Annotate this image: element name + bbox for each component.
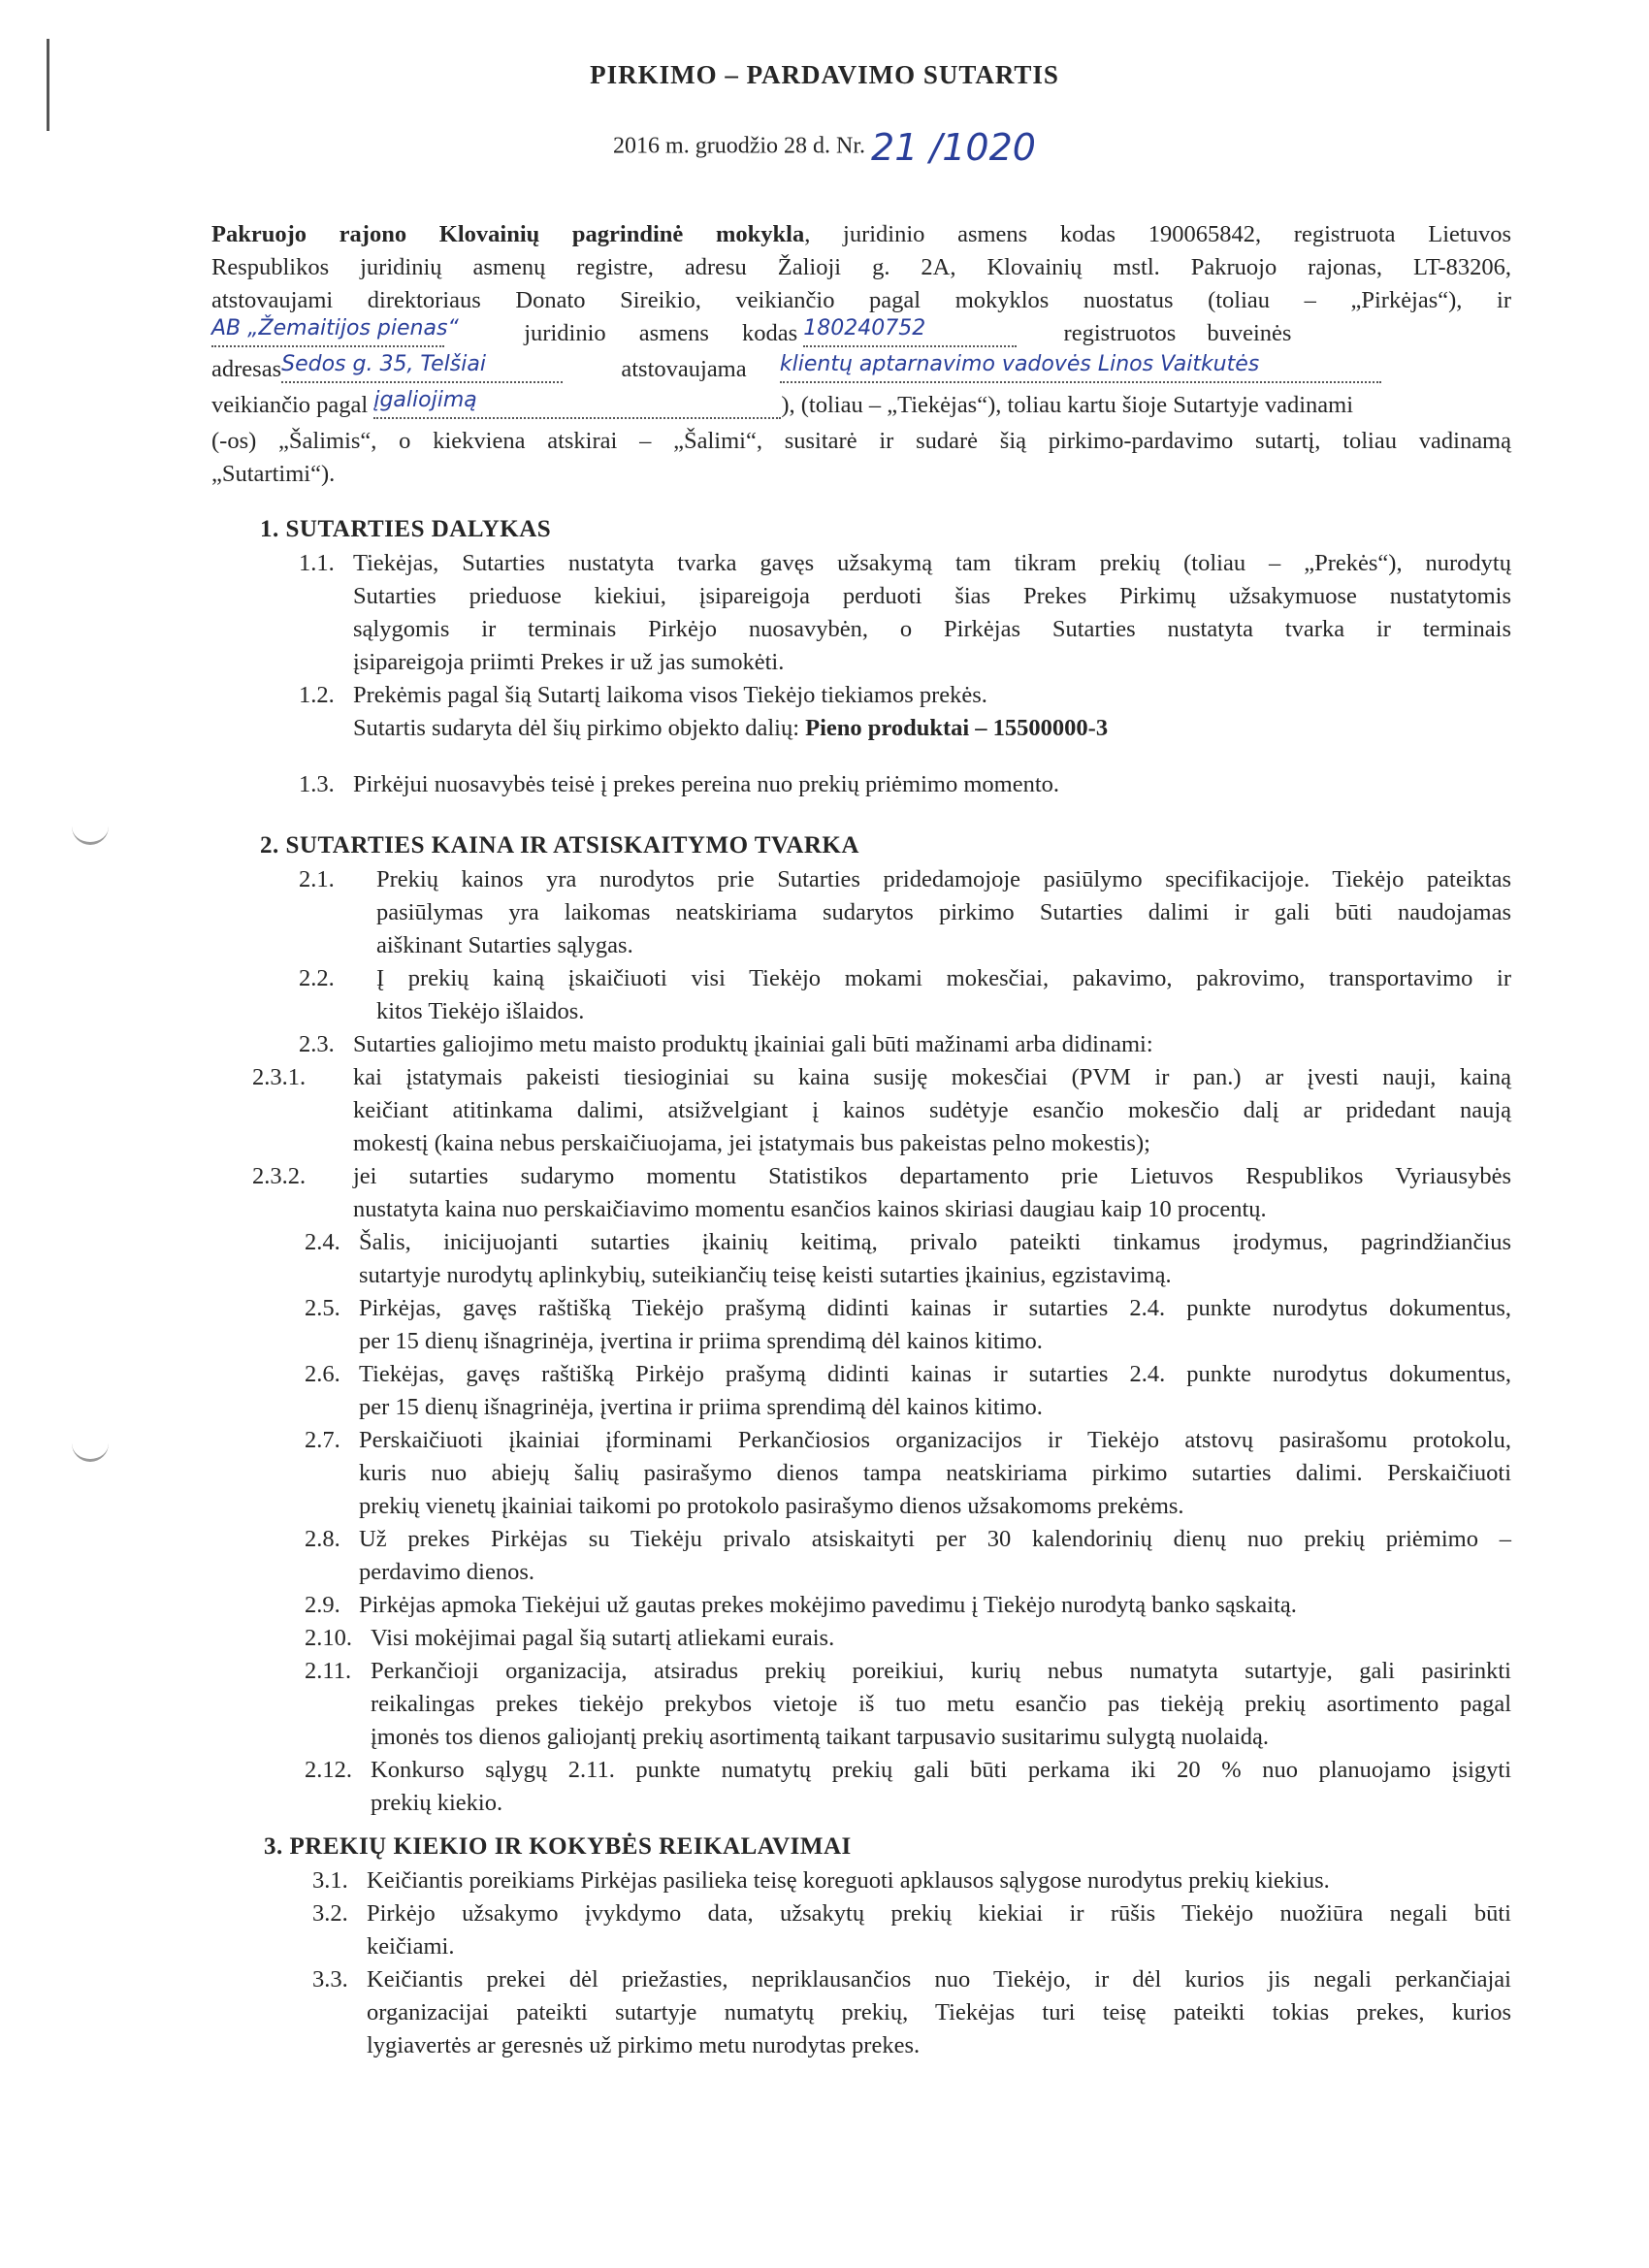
intro-line-8: „Sutartimi“). <box>211 461 336 487</box>
clause-line: prekių kiekio. <box>371 1790 503 1816</box>
clause-number: 2.7. <box>305 1427 340 1453</box>
section-3-heading: 3. PREKIŲ KIEKIO IR KOKYBĖS REIKALAVIMAI <box>264 1833 852 1860</box>
clause-line: Šalis, inicijuojanti sutarties įkainių keitimą, privalo pateikti tinkamus įrodymus, pagrindžiančius <box>359 1229 1511 1255</box>
clause-line: Perkančioji organizacija, atsiradus prekių poreikiui, kurių nebus numatyta sutartyje, gali pasirinkti <box>371 1658 1511 1684</box>
clause-line: Pirkėjui nuosavybės teisė į prekes pereina nuo prekių priėmimo momento. <box>353 771 1060 797</box>
clause-2-5 <box>305 1292 1511 1358</box>
section-2-heading: 2. SUTARTIES KAINA IR ATSISKAITYMO TVARKA <box>260 832 859 859</box>
clause-3-3 <box>312 1963 1511 2062</box>
clause-line: jei sutarties sudarymo momentu Statistikos departamento prie Lietuvos Respublikos Vyriausybės <box>353 1163 1511 1189</box>
clause-line: nustatyta kaina nuo perskaičiavimo momentu esančios kainos skiriasi daugiau kaip 10 procentų. <box>353 1196 1267 1222</box>
clause-line: organizacijai pateikti sutartyje numatytų prekių, Tiekėjas turi teisę pateikti tokias prekes, kurios <box>367 1999 1511 2025</box>
clause-number: 1.1. <box>299 550 335 576</box>
clause-line: kai įstatymais pakeisti tiesioginiai su kaina susiję mokesčiai (PVM ir pan.) ar įvesti nauji, kainą <box>353 1064 1511 1090</box>
intro-line-6-text: ), (toliau – „Tiekėjas“), toliau kartu šioje Sutartyje vadinami <box>781 392 1354 418</box>
clause-number: 2.9. <box>305 1592 340 1618</box>
clause-3-1 <box>312 1864 1511 1897</box>
intro-text: , juridinio asmens kodas 190065842, registruota Lietuvos <box>804 221 1511 247</box>
clause-1-3 <box>299 768 1511 801</box>
clause-line: įsipareigoja priimti Prekes ir už jas sumokėti. <box>353 649 785 675</box>
label-legal-code: juridinio asmens kodas <box>524 320 798 346</box>
label-registered-seat: registruotos buveinės <box>1063 320 1292 346</box>
clause-line: perdavimo dienos. <box>359 1559 534 1585</box>
clause-line: mokestį (kaina nebus perskaičiuojama, jei įstatymais bus pakeistas pelno mokestis); <box>353 1130 1150 1156</box>
clause-line: Prekėmis pagal šią Sutartį laikoma visos Tiekėjo tiekiamos prekės. <box>353 682 987 708</box>
clause-line: Visi mokėjimai pagal šią sutartį atliekami eurais. <box>371 1625 835 1651</box>
intro-line-1 <box>211 218 1511 251</box>
clause-line: prekių vienetų įkainiai taikomi po protokolo pasirašymo dienos užsakomoms prekėms. <box>359 1493 1184 1519</box>
intro-line-3: atstovaujami direktoriaus Donato Sireikio, veikiančio pagal mokyklos nuostatus (toliau – „Pirkėjas“), ir <box>211 287 1511 313</box>
clause-2-12 <box>305 1754 1511 1820</box>
clause-line: reikalingas prekes tiekėjo prekybos vietoje iš tuo metu esančio pas tiekėją prekių asortimento pagal <box>371 1691 1511 1717</box>
clause-2-2 <box>299 962 1511 1028</box>
label-represented: atstovaujama <box>621 356 747 382</box>
clause-2-6 <box>305 1358 1511 1424</box>
clause-line <box>353 712 1511 745</box>
label-address: adresas <box>211 356 282 382</box>
clause-line: pasiūlymas yra laikomas neatskiriama sudarytos pirkimo Sutarties dalimi ir gali būti naudojamas <box>376 899 1511 925</box>
clause-line: Į prekių kainą įskaičiuoti visi Tiekėjo mokami mokesčiai, pakavimo, pakrovimo, transportavimo ir <box>376 965 1511 991</box>
basis-handwritten: įgaliojimą <box>373 384 781 419</box>
punch-hole-bottom <box>72 1430 109 1462</box>
clause-number: 2.1. <box>299 866 335 892</box>
clause-2-4 <box>305 1226 1511 1292</box>
cpv-code: Pieno produktai – 15500000-3 <box>805 715 1109 741</box>
clause-number: 2.6. <box>305 1361 340 1387</box>
clause-number: 2.5. <box>305 1295 340 1321</box>
clause-line: keičiami. <box>367 1933 455 1960</box>
clause-line: Tiekėjas, Sutarties nustatyta tvarka gavęs užsakymą tam tikram prekių (toliau – „Prekės“), nurodytų <box>353 550 1511 576</box>
clause-2-3-2 <box>252 1160 1511 1226</box>
clause-2-7 <box>305 1424 1511 1523</box>
contract-date: 2016 m. gruodžio 28 d. Nr. <box>613 133 866 159</box>
clause-number: 2.2. <box>299 965 335 991</box>
document-title: PIRKIMO – PARDAVIMO SUTARTIS <box>590 60 1059 89</box>
contract-number-handwritten: 21 /1020 <box>871 126 1036 169</box>
clause-line: Pirkėjas, gavęs raštišką Tiekėjo prašymą didinti kainas ir sutarties 2.4. punkte nurodytus dokumentus, <box>359 1295 1511 1321</box>
clause-number: 2.4. <box>305 1229 340 1255</box>
clause-3-2 <box>312 1897 1511 1963</box>
clause-line: įmonės tos dienos galiojantį prekių asortimentą taikant tarpusavio susitarimu sulygtą nuolaidą. <box>371 1724 1270 1750</box>
clause-number: 3.2. <box>312 1900 348 1927</box>
clause-number: 2.3.1. <box>252 1064 307 1090</box>
address-handwritten: Sedos g. 35, Telšiai <box>281 348 563 383</box>
representative-handwritten: klientų aptarnavimo vadovės Linos Vaitkutės <box>780 348 1381 383</box>
supplier-name-handwritten: AB „Žemaitijos pienas“ <box>211 312 444 347</box>
clause-2-11 <box>305 1655 1511 1754</box>
clause-line: Pirkėjas apmoka Tiekėjui už gautas prekes mokėjimo pavedimu į Tiekėjo nurodytą banko sąskaitą. <box>359 1592 1297 1618</box>
clause-1-1 <box>299 547 1511 679</box>
clause-line: Keičiantis prekei dėl priežasties, nepriklausančios nuo Tiekėjo, ir dėl kurios jis negali perkančiajai <box>367 1966 1511 1993</box>
clause-number: 2.11. <box>305 1658 352 1684</box>
buyer-name: Pakruojo rajono Klovainių pagrindinė mokykla <box>211 221 805 247</box>
clause-2-9 <box>305 1589 1511 1622</box>
clause-line: Sutarties prieduose kiekiui, įsipareigoja perduoti šias Prekes Pirkimų užsakymuose nustatytomis <box>353 583 1511 609</box>
clause-number: 2.3.2. <box>252 1163 307 1189</box>
legal-code-handwritten: 180240752 <box>803 312 1017 347</box>
clause-number: 2.3. <box>299 1031 335 1057</box>
clause-line: sutartyje nurodytų aplinkybių, suteikiančių teisę keisti sutarties įkainius, egzistavimą. <box>359 1262 1172 1288</box>
clause-number: 2.12. <box>305 1757 352 1783</box>
clause-line: per 15 dienų išnagrinėja, įvertina ir priima sprendimą dėl kainos kitimo. <box>359 1328 1043 1354</box>
clause-number: 3.1. <box>312 1867 348 1894</box>
clause-line: Perskaičiuoti įkainiai įforminami Perkančiosios organizacijos ir Tiekėjo atstovų pasirašomu protokolu, <box>359 1427 1511 1453</box>
clause-line: aiškinant Sutarties sąlygas. <box>376 932 633 958</box>
clause-number: 1.3. <box>299 771 335 797</box>
clause-line: kuris nuo abiejų šalių pasirašymo dienos tampa neatskiriama pirkimo sutarties dalimi. Perskaičiuoti <box>359 1460 1511 1486</box>
clause-line: Prekių kainos yra nurodytos prie Sutarties pridedamojoje pasiūlymo specifikacijoje. Tiekėjo pateiktas <box>376 866 1511 892</box>
clause-number: 3.3. <box>312 1966 348 1993</box>
intro-paragraph <box>211 218 1511 491</box>
date-line <box>0 126 1649 169</box>
clause-line: Konkurso sąlygų 2.11. punkte numatytų prekių gali būti perkama iki 20 % nuo planuojamo įsigyti <box>371 1757 1511 1783</box>
clause-line: kitos Tiekėjo išlaidos. <box>376 998 585 1024</box>
clause-line: sąlygomis ir terminais Pirkėjo nuosavybėn, o Pirkėjas Sutarties nustatyta tvarka ir terminais <box>353 616 1511 642</box>
section-1-heading: 1. SUTARTIES DALYKAS <box>260 516 552 542</box>
clause-number: 2.10. <box>305 1625 352 1651</box>
clause-line: Tiekėjas, gavęs raštišką Pirkėjo prašymą didinti kainas ir sutarties 2.4. punkte nurodytus dokumentus, <box>359 1361 1511 1387</box>
clause-2-10 <box>305 1622 1511 1655</box>
clause-2-8 <box>305 1523 1511 1589</box>
clause-2-1 <box>299 863 1511 962</box>
punch-hole-top <box>72 813 109 845</box>
clause-line: Sutarties galiojimo metu maisto produktų įkainiai gali būti mažinami arba didinami: <box>353 1031 1153 1057</box>
clause-2-3 <box>299 1028 1511 1061</box>
clause-line: Už prekes Pirkėjas su Tiekėju privalo atsiskaityti per 30 kalendorinių dienų nuo prekių priėmimo – <box>359 1526 1511 1552</box>
clause-number: 2.8. <box>305 1526 340 1552</box>
clause-1-2 <box>299 679 1511 745</box>
clause-line: keičiant atitinkama dalimi, atsižvelgiant į kainos sudėtyje esančio mokesčio dalį ar pridedant naują <box>353 1097 1511 1123</box>
intro-line-2: Respublikos juridinių asmenų registre, adresu Žalioji g. 2A, Klovainių mstl. Pakruojo rajonas, LT-83206, <box>211 254 1511 280</box>
label-acting-under: veikiančio pagal <box>211 392 369 418</box>
clause-2-3-1 <box>252 1061 1511 1160</box>
intro-line-6 <box>211 389 1511 425</box>
clause-text: Sutartis sudaryta dėl šių pirkimo objekto dalių: <box>353 715 799 741</box>
clause-number: 1.2. <box>299 682 335 708</box>
intro-line-7: (-os) „Šalimis“, o kiekviena atskirai – „Šalimi“, susitarė ir sudarė šią pirkimo-pardavimo sutartį, toliau vadinamą <box>211 428 1511 454</box>
clause-line: per 15 dienų išnagrinėja, įvertina ir priima sprendimą dėl kainos kitimo. <box>359 1394 1043 1420</box>
clause-line: lygiavertės ar geresnės už pirkimo metu nurodytas prekes. <box>367 2032 921 2058</box>
clause-line: Pirkėjo užsakymo įvykdymo data, užsakytų prekių kiekiai ir rūšis Tiekėjo nuožiūra negali būti <box>367 1900 1511 1927</box>
clause-line: Keičiantis poreikiams Pirkėjas pasilieka teisę koreguoti apklausos sąlygose nurodytus prekių kiekius. <box>367 1867 1330 1894</box>
